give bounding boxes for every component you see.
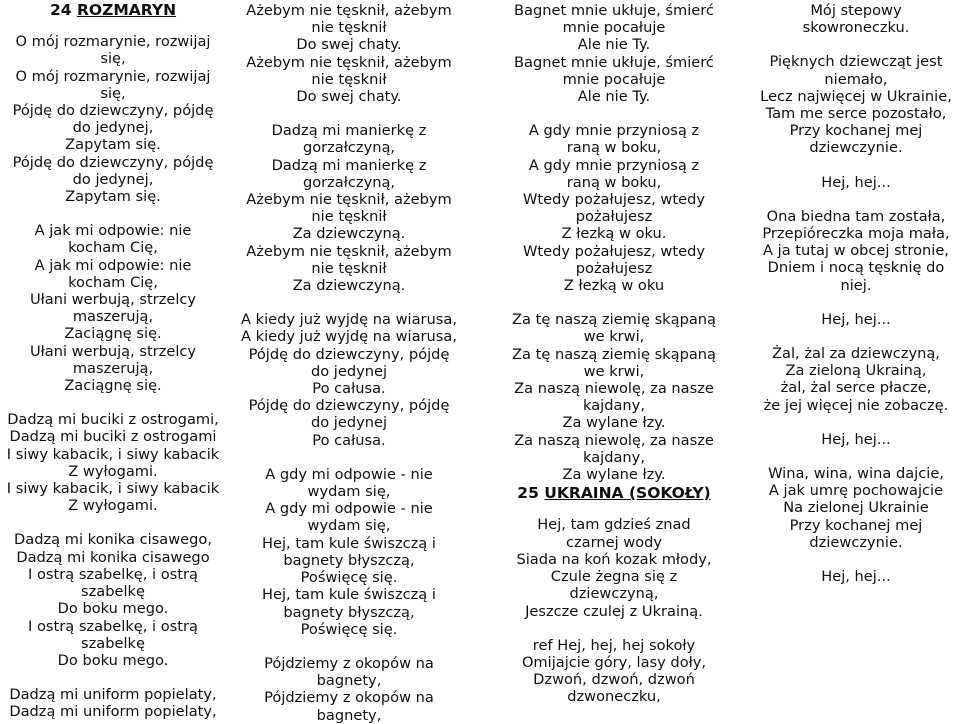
verse-line: Dadzą mi manierkę z: [271, 122, 427, 140]
verse-line: bagnety,: [316, 706, 382, 724]
verse-line: mnie pocałuje: [562, 70, 666, 88]
stanza: [512, 311, 716, 483]
col4-stanzas: [752, 2, 960, 585]
stanza-gap: [236, 449, 462, 466]
song-number: 24: [50, 1, 72, 19]
verse-line: Dadzą mi konika cisawego,: [14, 531, 212, 549]
verse-line: Ażebym nie tęsknił, ażebym: [246, 2, 452, 19]
stanza-gap: [2, 514, 224, 531]
stanza-gap: [752, 191, 960, 208]
verse-line: nie tęsknił: [311, 19, 387, 37]
stanza: [752, 53, 960, 156]
stanza: [752, 465, 960, 551]
verse-line: maszerują,: [72, 308, 154, 326]
verse-line: Czule żegna się z: [550, 568, 678, 586]
verse-line: Przy kochanej mej: [789, 122, 923, 140]
verse-line: O mój rozmarynie, rozwijaj: [15, 33, 211, 51]
stanza: [236, 655, 462, 724]
verse-line: Wtedy pożałujesz, wtedy: [523, 191, 705, 209]
verse-line: niemało,: [824, 70, 888, 88]
verse-line: A ja tutaj w obcej stronie,: [763, 242, 949, 260]
verse-line: O mój rozmarynie, rozwijaj: [15, 67, 211, 85]
verse-line: się,: [100, 50, 126, 68]
stanza: [2, 222, 224, 394]
stanza: [752, 2, 960, 36]
verse-line: nie tęsknił: [311, 208, 387, 226]
verse-line: Za dziewczyną.: [292, 225, 406, 243]
verse-line: skowroneczku.: [802, 19, 910, 37]
verse-line: A gdy mi odpowie - nie: [265, 465, 433, 483]
stanza: [2, 33, 224, 205]
verse-line: Pójdę do dziewczyny, pójdę: [248, 397, 450, 415]
verse-line: wydam się,: [307, 483, 391, 501]
column-1: [2, 2, 224, 721]
verse-line: Za wylane łzy.: [562, 466, 666, 484]
stanza: [752, 311, 960, 328]
verse-line: ref Hej, hej, hej sokoły: [532, 636, 696, 654]
verse-line: A jak umrę pochowajcie: [768, 482, 944, 500]
verse-line: pożałujesz: [575, 259, 653, 277]
verse-line: Ale nie Ty.: [577, 88, 651, 106]
stanza: [752, 208, 960, 294]
stanza: [512, 637, 716, 706]
verse-line: Do swej chaty.: [296, 88, 402, 106]
stanza-gap: [752, 328, 960, 345]
stanza-gap: [2, 394, 224, 411]
stanza: [752, 345, 960, 414]
song-name: ROZMARYN: [76, 1, 177, 19]
stanza-gap: [752, 294, 960, 311]
verse-line: bagnety błyszczą,: [283, 603, 415, 621]
verse-line: dziewczynie.: [809, 139, 903, 157]
verse-line: Pójdziemy z okopów na: [264, 689, 434, 707]
stanza-gap: [752, 414, 960, 431]
verse-line: Ułani werbują, strzelcy: [29, 291, 197, 309]
stanza: [236, 466, 462, 638]
verse-line: Ułani werbują, strzelcy: [29, 342, 197, 360]
verse-line: Jeszcze czulej z Ukrainą.: [525, 602, 703, 620]
song-name: UKRAINA (SOKOŁY): [544, 484, 711, 503]
stanza: [236, 311, 462, 449]
stanza: [236, 2, 462, 105]
stanza-gap: [512, 294, 716, 311]
stanza: [752, 431, 960, 448]
song-number: 25: [517, 484, 539, 503]
verse-line: A gdy mnie przyniosą z: [528, 122, 700, 140]
verse-line: Z wyłogami.: [68, 497, 158, 515]
col1-stanzas: [2, 33, 224, 720]
verse-line: szabelkę: [81, 634, 145, 652]
verse-line: Zapytam się.: [65, 188, 161, 206]
stanza-gap: [236, 638, 462, 655]
verse-line: niej.: [840, 276, 872, 294]
verse-line: Ażebym nie tęsknił, ażebym: [246, 242, 452, 260]
verse-line: Omijajcie góry, lasy doły,: [521, 653, 707, 671]
verse-line: Dzwoń, dzwoń, dzwoń: [533, 671, 695, 689]
verse-line: Za naszą niewolę, za nasze: [514, 431, 714, 449]
verse-line: kocham Cię,: [68, 239, 158, 257]
verse-line: Pójdę do dziewczyny, pójdę: [12, 153, 214, 171]
verse-line: Ona biedna tam została,: [766, 207, 946, 225]
verse-line: Poświęcę się.: [300, 569, 398, 587]
verse-line: pożałujesz: [575, 208, 653, 226]
verse-line: Dadzą mi konika cisawego: [16, 548, 210, 566]
verse-line: Hej, hej...: [821, 568, 891, 586]
verse-line: Hej, hej...: [821, 310, 891, 328]
verse-line: Do swej chaty.: [296, 36, 402, 54]
verse-line: do jedynej,: [72, 119, 154, 137]
verse-line: A jak mi odpowie: nie: [34, 222, 192, 240]
stanza-gap: [2, 205, 224, 222]
col3-stanzas-b: [512, 516, 716, 705]
col3-stanzas-a: [512, 2, 716, 483]
verse-line: Dadzą mi buciki z ostrogami,: [7, 411, 219, 429]
stanza: [752, 568, 960, 585]
verse-line: Poświęcę się.: [300, 620, 398, 638]
verse-line: Ażebym nie tęsknił, ażebym: [246, 53, 452, 71]
stanza-gap: [512, 620, 716, 637]
verse-line: gorzałczyną,: [302, 139, 396, 157]
verse-line: Mój stepowy: [810, 2, 902, 19]
verse-line: Hej, tam kule świszczą i: [262, 534, 436, 552]
verse-line: Hej, hej...: [821, 430, 891, 448]
verse-line: Dadzą mi manierkę z: [271, 156, 427, 174]
stanza-gap: [2, 669, 224, 686]
column-2: [236, 2, 462, 724]
verse-line: mnie pocałuje: [562, 19, 666, 37]
verse-line: raną w boku,: [566, 139, 662, 157]
song-title-25: [512, 485, 716, 502]
verse-line: czarnej wody: [565, 533, 663, 551]
verse-line: Ażebym nie tęsknił, ażebym: [246, 191, 452, 209]
stanza-gap: [752, 36, 960, 53]
verse-line: A kiedy już wyjdę na wiarusa,: [241, 311, 457, 329]
stanza-gap: [236, 294, 462, 311]
verse-line: Żal, żal za dziewczyną,: [772, 345, 940, 363]
verse-line: I siwy kabacik, i siwy kabacik: [6, 445, 220, 463]
stanza: [236, 122, 462, 294]
col2-stanzas: [236, 2, 462, 724]
verse-line: gorzałczyną,: [302, 173, 396, 191]
verse-line: Za dziewczyną.: [292, 277, 406, 295]
verse-line: że jej więcej nie zobaczę.: [763, 396, 949, 414]
verse-line: A gdy mnie przyniosą z: [528, 156, 700, 174]
verse-line: do jedynej: [310, 414, 388, 432]
verse-line: raną w boku,: [566, 173, 662, 191]
verse-line: Do boku mego.: [57, 600, 169, 618]
verse-line: maszerują,: [72, 359, 154, 377]
stanza-gap: [752, 157, 960, 174]
verse-line: I siwy kabacik, i siwy kabacik: [6, 480, 220, 498]
verse-line: Po całusa.: [312, 380, 386, 398]
verse-line: szabelkę: [81, 583, 145, 601]
verse-line: się,: [100, 84, 126, 102]
verse-line: Za tę naszą ziemię skąpaną: [512, 345, 716, 363]
verse-line: kocham Cię,: [68, 273, 158, 291]
verse-line: Na zielonej Ukrainie: [783, 499, 929, 517]
verse-line: Tam me serce pozostało,: [765, 105, 947, 123]
stanza: [512, 2, 716, 105]
stanza-gap: [236, 105, 462, 122]
verse-line: Za zieloną Ukrainą,: [785, 362, 927, 380]
verse-line: Lecz najwięcej w Ukrainie,: [760, 87, 952, 105]
verse-line: bagnety,: [316, 672, 382, 690]
verse-line: Bagnet mnie ukłuje, śmierć: [514, 53, 714, 71]
verse-line: Pójdę do dziewczyny, pójdę: [248, 345, 450, 363]
column-4: [752, 2, 960, 585]
verse-line: Za wylane łzy.: [562, 414, 666, 432]
verse-line: Hej, tam gdzieś znad: [537, 516, 691, 534]
verse-line: Siada na koń kozak młody,: [516, 550, 712, 568]
stanza: [512, 122, 716, 294]
verse-line: Z łezką w oku: [563, 277, 665, 295]
verse-line: Przy kochanej mej: [789, 516, 923, 534]
verse-line: Przepióreczka moja mała,: [762, 225, 950, 243]
verse-line: żal, żal serce płacze,: [780, 379, 932, 397]
verse-line: Po całusa.: [312, 431, 386, 449]
verse-line: we krwi,: [583, 362, 645, 380]
verse-line: Wina, wina, wina dajcie,: [768, 465, 944, 483]
verse-line: Pięknych dziewcząt jest: [769, 53, 943, 71]
verse-line: Dadzą mi uniform popielaty,: [9, 703, 217, 721]
stanza: [2, 686, 224, 720]
verse-line: dziewczynie.: [809, 533, 903, 551]
verse-line: Bagnet mnie ukłuje, śmierć: [514, 2, 714, 19]
verse-line: kajdany,: [583, 448, 645, 466]
verse-line: Z wyłogami.: [68, 462, 158, 480]
verse-line: I ostrą szabelkę, i ostrą: [28, 565, 198, 583]
verse-line: Pójdziemy z okopów na: [264, 654, 434, 672]
verse-line: Wtedy pożałujesz, wtedy: [523, 242, 705, 260]
verse-line: Z łezką w oku.: [561, 225, 667, 243]
verse-line: Ale nie Ty.: [577, 36, 651, 54]
column-3: [512, 2, 716, 706]
verse-line: Za tę naszą ziemię skąpaną: [512, 311, 716, 329]
verse-line: Hej, tam kule świszczą i: [262, 586, 436, 604]
verse-line: Dadzą mi uniform popielaty,: [9, 686, 217, 704]
verse-line: I ostrą szabelkę, i ostrą: [28, 617, 198, 635]
verse-line: Zaciągnę się.: [64, 377, 162, 395]
verse-line: do jedynej,: [72, 170, 154, 188]
stanza-gap: [512, 105, 716, 122]
verse-line: dzwoneczku,: [567, 688, 661, 706]
verse-line: dziewczyną,: [569, 585, 659, 603]
verse-line: A kiedy już wyjdę na wiarusa,: [241, 328, 457, 346]
stanza: [2, 411, 224, 514]
verse-line: nie tęsknił: [311, 259, 387, 277]
verse-line: Zaciągnę się.: [64, 325, 162, 343]
stanza: [2, 531, 224, 669]
verse-line: bagnety błyszczą,: [283, 551, 415, 569]
verse-line: do jedynej: [310, 362, 388, 380]
verse-line: wydam się,: [307, 517, 391, 535]
verse-line: Zapytam się.: [65, 136, 161, 154]
verse-line: Dadzą mi buciki z ostrogami: [9, 428, 217, 446]
verse-line: Pójdę do dziewczyny, pójdę: [12, 102, 214, 120]
stanza-gap: [752, 448, 960, 465]
verse-line: A jak mi odpowie: nie: [34, 256, 192, 274]
song-title-24: [2, 2, 224, 19]
verse-line: Hej, hej...: [821, 173, 891, 191]
stanza-gap: [752, 551, 960, 568]
verse-line: nie tęsknił: [311, 70, 387, 88]
verse-line: Dniem i nocą tęsknię do: [767, 259, 945, 277]
verse-line: Za naszą niewolę, za nasze: [514, 380, 714, 398]
stanza: [752, 174, 960, 191]
verse-line: Do boku mego.: [57, 651, 169, 669]
verse-line: kajdany,: [583, 397, 645, 415]
stanza: [512, 516, 716, 619]
verse-line: we krwi,: [583, 328, 645, 346]
verse-line: A gdy mi odpowie - nie: [265, 500, 433, 518]
